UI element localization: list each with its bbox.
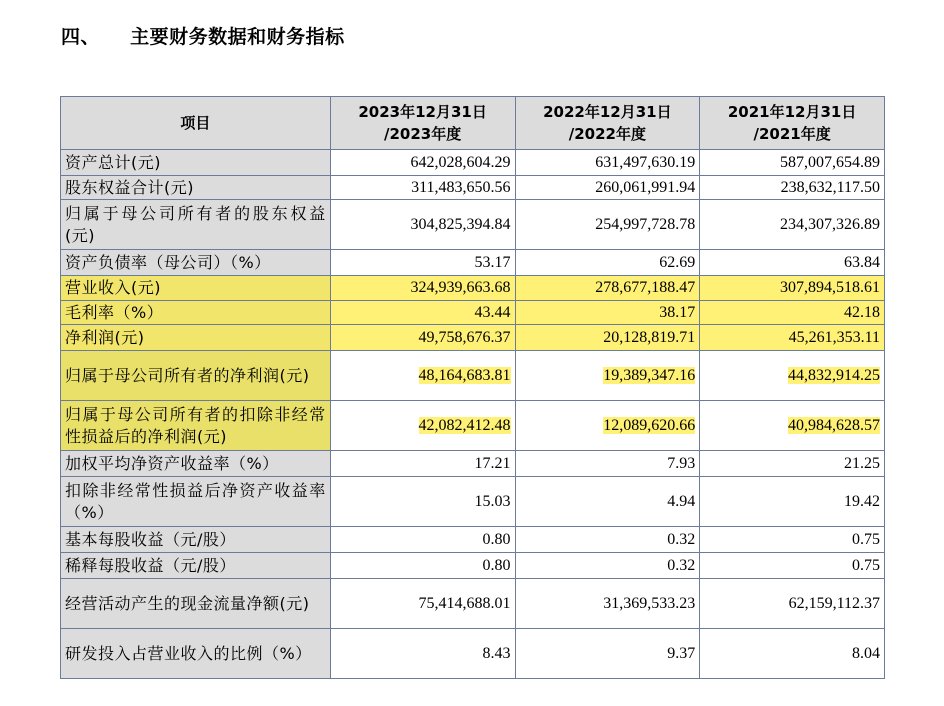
header-2022: 2022年12月31日 /2022年度 bbox=[515, 97, 700, 150]
row-value-2021: 0.75 bbox=[700, 527, 885, 553]
row-value-2022: 278,677,188.47 bbox=[515, 276, 700, 301]
row-value-2022: 62.69 bbox=[515, 250, 700, 276]
highlight-mark: 44,832,914.25 bbox=[788, 366, 880, 384]
row-value-2021: 0.75 bbox=[700, 553, 885, 579]
row-value-2022: 0.32 bbox=[515, 553, 700, 579]
row-value-2021: 62,159,112.37 bbox=[700, 579, 885, 629]
row-value-2022: 631,497,630.19 bbox=[515, 150, 700, 176]
row-label: 加权平均净资产收益率（%） bbox=[61, 451, 331, 477]
table-row bbox=[61, 150, 885, 176]
row-label: 归属于母公司所有者的净利润(元) bbox=[61, 351, 331, 401]
row-label: 归属于母公司所有者的股东权益(元) bbox=[61, 200, 331, 250]
row-value-2023: 0.80 bbox=[330, 553, 515, 579]
row-value-2021: 234,307,326.89 bbox=[700, 200, 885, 250]
header-2023: 2023年12月31日 /2023年度 bbox=[330, 97, 515, 150]
row-value-2023: 8.43 bbox=[330, 629, 515, 679]
row-value-2021: 587,007,654.89 bbox=[700, 150, 885, 176]
row-label: 资产负债率（母公司）（%） bbox=[61, 250, 331, 276]
highlight-mark: 40,984,628.57 bbox=[788, 416, 880, 434]
row-value-2022: 0.32 bbox=[515, 527, 700, 553]
row-value-2021: 8.04 bbox=[700, 629, 885, 679]
row-value-2021: 63.84 bbox=[700, 250, 885, 276]
table-row bbox=[61, 176, 885, 200]
row-label: 研发投入占营业收入的比例（%） bbox=[61, 629, 331, 679]
header-item: 项目 bbox=[61, 97, 331, 150]
table-row bbox=[61, 553, 885, 579]
highlight-mark: 48,164,683.81 bbox=[418, 366, 511, 384]
row-value-2022: 254,997,728.78 bbox=[515, 200, 700, 250]
row-label: 稀释每股收益（元/股） bbox=[61, 553, 331, 579]
table-row bbox=[61, 477, 885, 527]
row-value-2022: 9.37 bbox=[515, 629, 700, 679]
row-label: 毛利率（%） bbox=[61, 301, 331, 325]
row-value-2021: 42.18 bbox=[700, 301, 885, 325]
table-row-highlighted bbox=[61, 351, 885, 401]
table-row bbox=[61, 579, 885, 629]
row-value-2021: 19.42 bbox=[700, 477, 885, 527]
row-value-2023: 75,414,688.01 bbox=[330, 579, 515, 629]
row-value-2022: 38.17 bbox=[515, 301, 700, 325]
highlight-mark: 42,082,412.48 bbox=[418, 416, 511, 434]
row-value-2021: 238,632,117.50 bbox=[700, 176, 885, 200]
header-2021: 2021年12月31日 /2021年度 bbox=[700, 97, 885, 150]
row-label: 营业收入(元) bbox=[61, 276, 331, 301]
row-value-2022: 260,061,991.94 bbox=[515, 176, 700, 200]
section-title: 主要财务数据和财务指标 bbox=[130, 26, 345, 48]
row-label: 基本每股收益（元/股） bbox=[61, 527, 331, 553]
row-value-2021: 307,894,518.61 bbox=[700, 276, 885, 301]
row-value-2022: 4.94 bbox=[515, 477, 700, 527]
table-row bbox=[61, 451, 885, 477]
highlight-mark: 19,389,347.16 bbox=[603, 366, 696, 384]
table-row-highlighted bbox=[61, 301, 885, 325]
row-value-2023: 0.80 bbox=[330, 527, 515, 553]
row-value-2022: 20,128,819.71 bbox=[515, 325, 700, 351]
row-value-2023: 49,758,676.37 bbox=[330, 325, 515, 351]
table-row bbox=[61, 527, 885, 553]
row-value-2021 bbox=[700, 351, 885, 401]
row-label: 归属于母公司所有者的扣除非经常性损益后的净利润(元) bbox=[61, 401, 331, 451]
section-heading bbox=[61, 22, 345, 49]
row-value-2022: 31,369,533.23 bbox=[515, 579, 700, 629]
row-value-2023 bbox=[330, 351, 515, 401]
row-value-2023 bbox=[330, 401, 515, 451]
row-value-2023: 304,825,394.84 bbox=[330, 200, 515, 250]
row-value-2023: 17.21 bbox=[330, 451, 515, 477]
table-row bbox=[61, 250, 885, 276]
table-row bbox=[61, 200, 885, 250]
row-value-2021 bbox=[700, 401, 885, 451]
row-value-2021: 45,261,353.11 bbox=[700, 325, 885, 351]
table-header-row bbox=[61, 97, 885, 150]
row-value-2021: 21.25 bbox=[700, 451, 885, 477]
row-label: 股东权益合计(元) bbox=[61, 176, 331, 200]
row-label: 净利润(元) bbox=[61, 325, 331, 351]
row-value-2023: 53.17 bbox=[330, 250, 515, 276]
row-value-2022: 7.93 bbox=[515, 451, 700, 477]
highlight-mark: 12,089,620.66 bbox=[603, 416, 696, 434]
financial-data-table bbox=[60, 96, 885, 679]
table-row-highlighted bbox=[61, 401, 885, 451]
row-label: 扣除非经常性损益后净资产收益率（%） bbox=[61, 477, 331, 527]
row-value-2023: 642,028,604.29 bbox=[330, 150, 515, 176]
row-label: 资产总计(元) bbox=[61, 150, 331, 176]
row-value-2023: 311,483,650.56 bbox=[330, 176, 515, 200]
row-value-2022 bbox=[515, 351, 700, 401]
table-row bbox=[61, 629, 885, 679]
row-value-2022 bbox=[515, 401, 700, 451]
row-label: 经营活动产生的现金流量净额(元) bbox=[61, 579, 331, 629]
table-row-highlighted bbox=[61, 325, 885, 351]
row-value-2023: 15.03 bbox=[330, 477, 515, 527]
row-value-2023: 43.44 bbox=[330, 301, 515, 325]
row-value-2023: 324,939,663.68 bbox=[330, 276, 515, 301]
table-row-highlighted bbox=[61, 276, 885, 301]
section-number: 四、 bbox=[61, 26, 101, 48]
